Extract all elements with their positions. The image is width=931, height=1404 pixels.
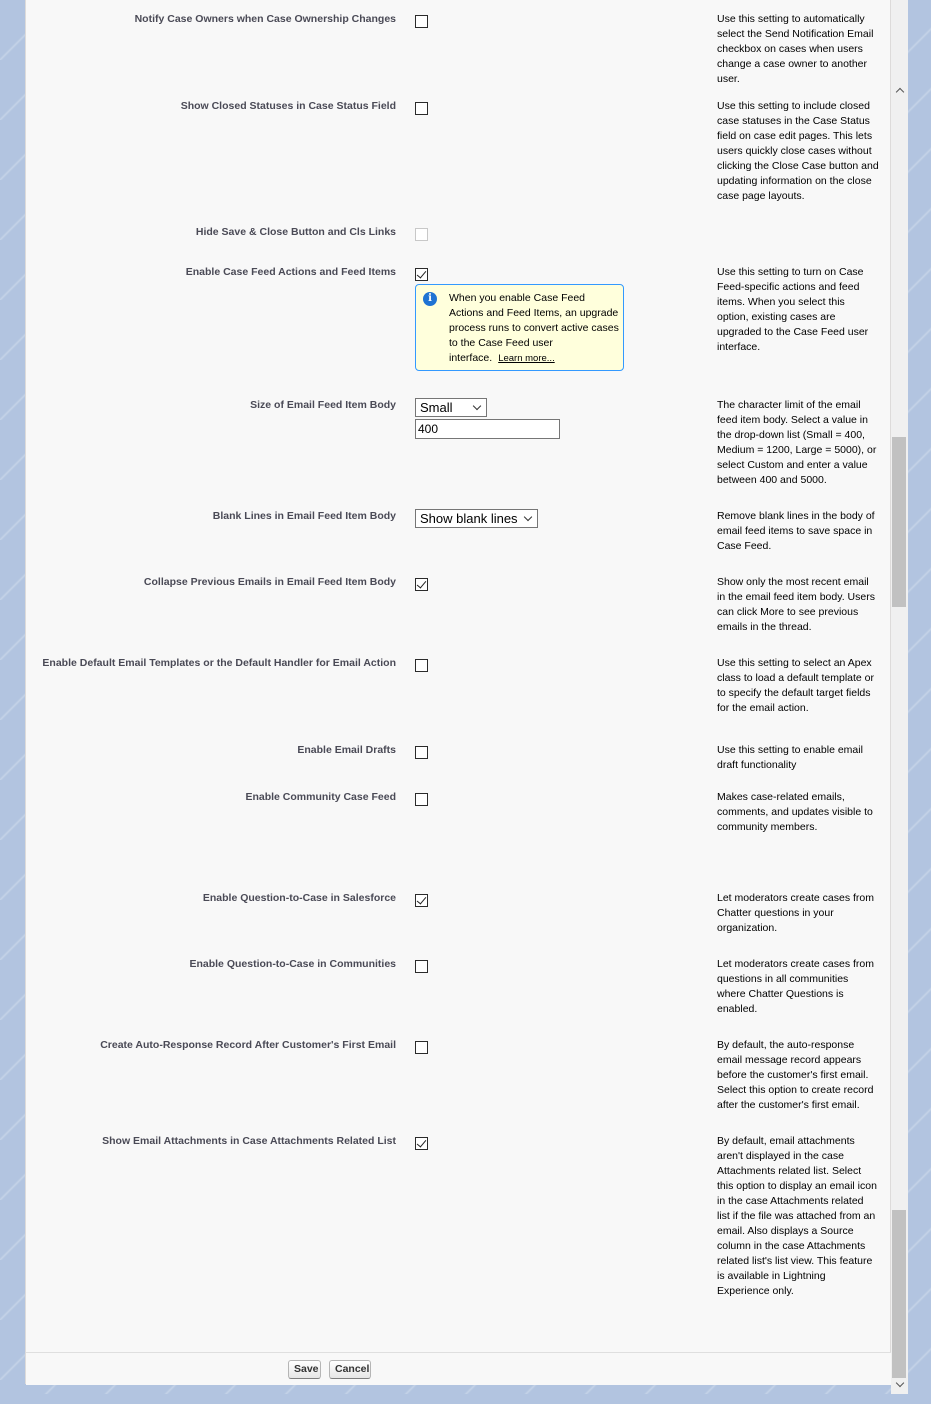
setting-label: Enable Question-to-Case in Salesforce (202, 892, 396, 904)
setting-label: Enable Community Case Feed (245, 791, 396, 803)
setting-help-text: Use this setting to enable email draft functionality (717, 744, 863, 771)
setting-help-text: Remove blank lines in the body of email feed items to save space in Case Feed. (717, 510, 875, 552)
case-feed-info-box (415, 284, 624, 371)
setting-help-text: Use this setting to select an Apex class to load a default template or to specify the default target fields for the email action. (717, 657, 875, 714)
setting-help-text: Let moderators create cases from Chatter questions in your organization. (717, 892, 874, 934)
hide-save-close-checkbox (415, 228, 428, 241)
email-size-input[interactable] (415, 419, 560, 439)
question-to-case-salesforce-checkbox[interactable] (415, 894, 428, 907)
community-case-feed-checkbox[interactable] (415, 793, 428, 806)
default-email-templates-checkbox[interactable] (415, 659, 428, 672)
info-message: When you enable Case Feed Actions and Feed Items, an upgrade process runs to convert active cases to the Case Feed user interface. (449, 292, 619, 364)
setting-label: Blank Lines in Email Feed Item Body (212, 510, 396, 522)
cancel-button[interactable]: Cancel (329, 1360, 371, 1379)
setting-label: Size of Email Feed Item Body (250, 399, 396, 411)
email-size-selected: Small (420, 400, 453, 415)
scroll-up-icon[interactable] (895, 86, 904, 95)
setting-help-text: By default, the auto-response email message record appears before the customer's first email. Select this option to create record after the customer's first email. (717, 1039, 874, 1111)
form-footer (26, 1352, 892, 1385)
email-size-value: 400 (418, 422, 439, 436)
email-drafts-checkbox[interactable] (415, 746, 428, 759)
setting-label: Enable Case Feed Actions and Feed Items (185, 266, 396, 278)
setting-label: Enable Question-to-Case in Communities (189, 958, 396, 970)
setting-help-text: Use this setting to automatically select the Send Notification Email checkbox on cases when users change a case owner to another user. (717, 13, 874, 85)
blank-lines-selected: Show blank lines (420, 511, 518, 526)
scrollbar-thumb[interactable] (892, 437, 906, 607)
info-box-text (449, 291, 619, 366)
setting-help-text: Use this setting to include closed case statuses in the Case Status field on case edit pages. This lets users quickly close cases without clicking the Close Case button and updating information on the close case page layouts. (717, 100, 879, 202)
setting-label: Hide Save & Close Button and Cls Links (195, 226, 396, 238)
setting-label: Enable Default Email Templates or the Default Handler for Email Action (42, 657, 396, 669)
setting-label: Collapse Previous Emails in Email Feed Item Body (143, 576, 396, 588)
settings-panel (25, 0, 891, 1384)
setting-label: Show Email Attachments in Case Attachments Related List (102, 1135, 396, 1147)
setting-help-text: Makes case-related emails, comments, and updates visible to community members. (717, 791, 873, 833)
setting-label: Enable Email Drafts (297, 744, 396, 756)
scroll-down-icon[interactable] (895, 1380, 904, 1389)
setting-help-text: Show only the most recent email in the email feed item body. Users can click More to see previous emails in the thread. (717, 576, 875, 633)
email-attachments-checkbox[interactable] (415, 1137, 428, 1150)
show-closed-statuses-checkbox[interactable] (415, 102, 428, 115)
info-icon: i (423, 292, 437, 306)
question-to-case-communities-checkbox[interactable] (415, 960, 428, 973)
setting-help-text: Let moderators create cases from questions in all communities where Chatter Questions is enabled. (717, 958, 874, 1015)
enable-case-feed-actions-checkbox[interactable] (415, 268, 428, 281)
setting-help-text: The character limit of the email feed item body. Select a value in the drop-down list (Small = 400, Medium = 1200, Large = 5000), or select Custom and enter a value between 400 and 5000. (717, 399, 877, 486)
setting-help-text: By default, email attachments aren't displayed in the case Attachments related list. Select this option to display an email icon in the case Attachments related list if the file was attached from an email. Also displays a Source column in the case Attachments related list's list view. This feature is available in Lightning Experience only. (717, 1135, 877, 1297)
page-bottom-border (0, 1394, 931, 1404)
setting-help-text: Use this setting to turn on Case Feed-specific actions and feed items. When you select this option, existing cases are upgraded to the Case Feed user interface. (717, 266, 869, 353)
setting-label: Notify Case Owners when Case Ownership Changes (134, 13, 396, 25)
vertical-scrollbar[interactable] (891, 0, 908, 1394)
blank-lines-select[interactable] (415, 509, 538, 528)
chevron-down-icon (473, 402, 481, 410)
auto-response-record-checkbox[interactable] (415, 1041, 428, 1054)
notify-case-owners-checkbox[interactable] (415, 15, 428, 28)
learn-more-link[interactable]: Learn more... (498, 353, 555, 364)
setting-label: Show Closed Statuses in Case Status Field (180, 100, 396, 112)
save-button[interactable]: Save (288, 1360, 321, 1379)
chevron-down-icon (524, 513, 532, 521)
collapse-previous-emails-checkbox[interactable] (415, 578, 428, 591)
scrollbar-thumb-lower[interactable] (892, 1210, 906, 1378)
setting-label: Create Auto-Response Record After Customer's First Email (100, 1039, 396, 1051)
email-size-select[interactable] (415, 398, 487, 417)
